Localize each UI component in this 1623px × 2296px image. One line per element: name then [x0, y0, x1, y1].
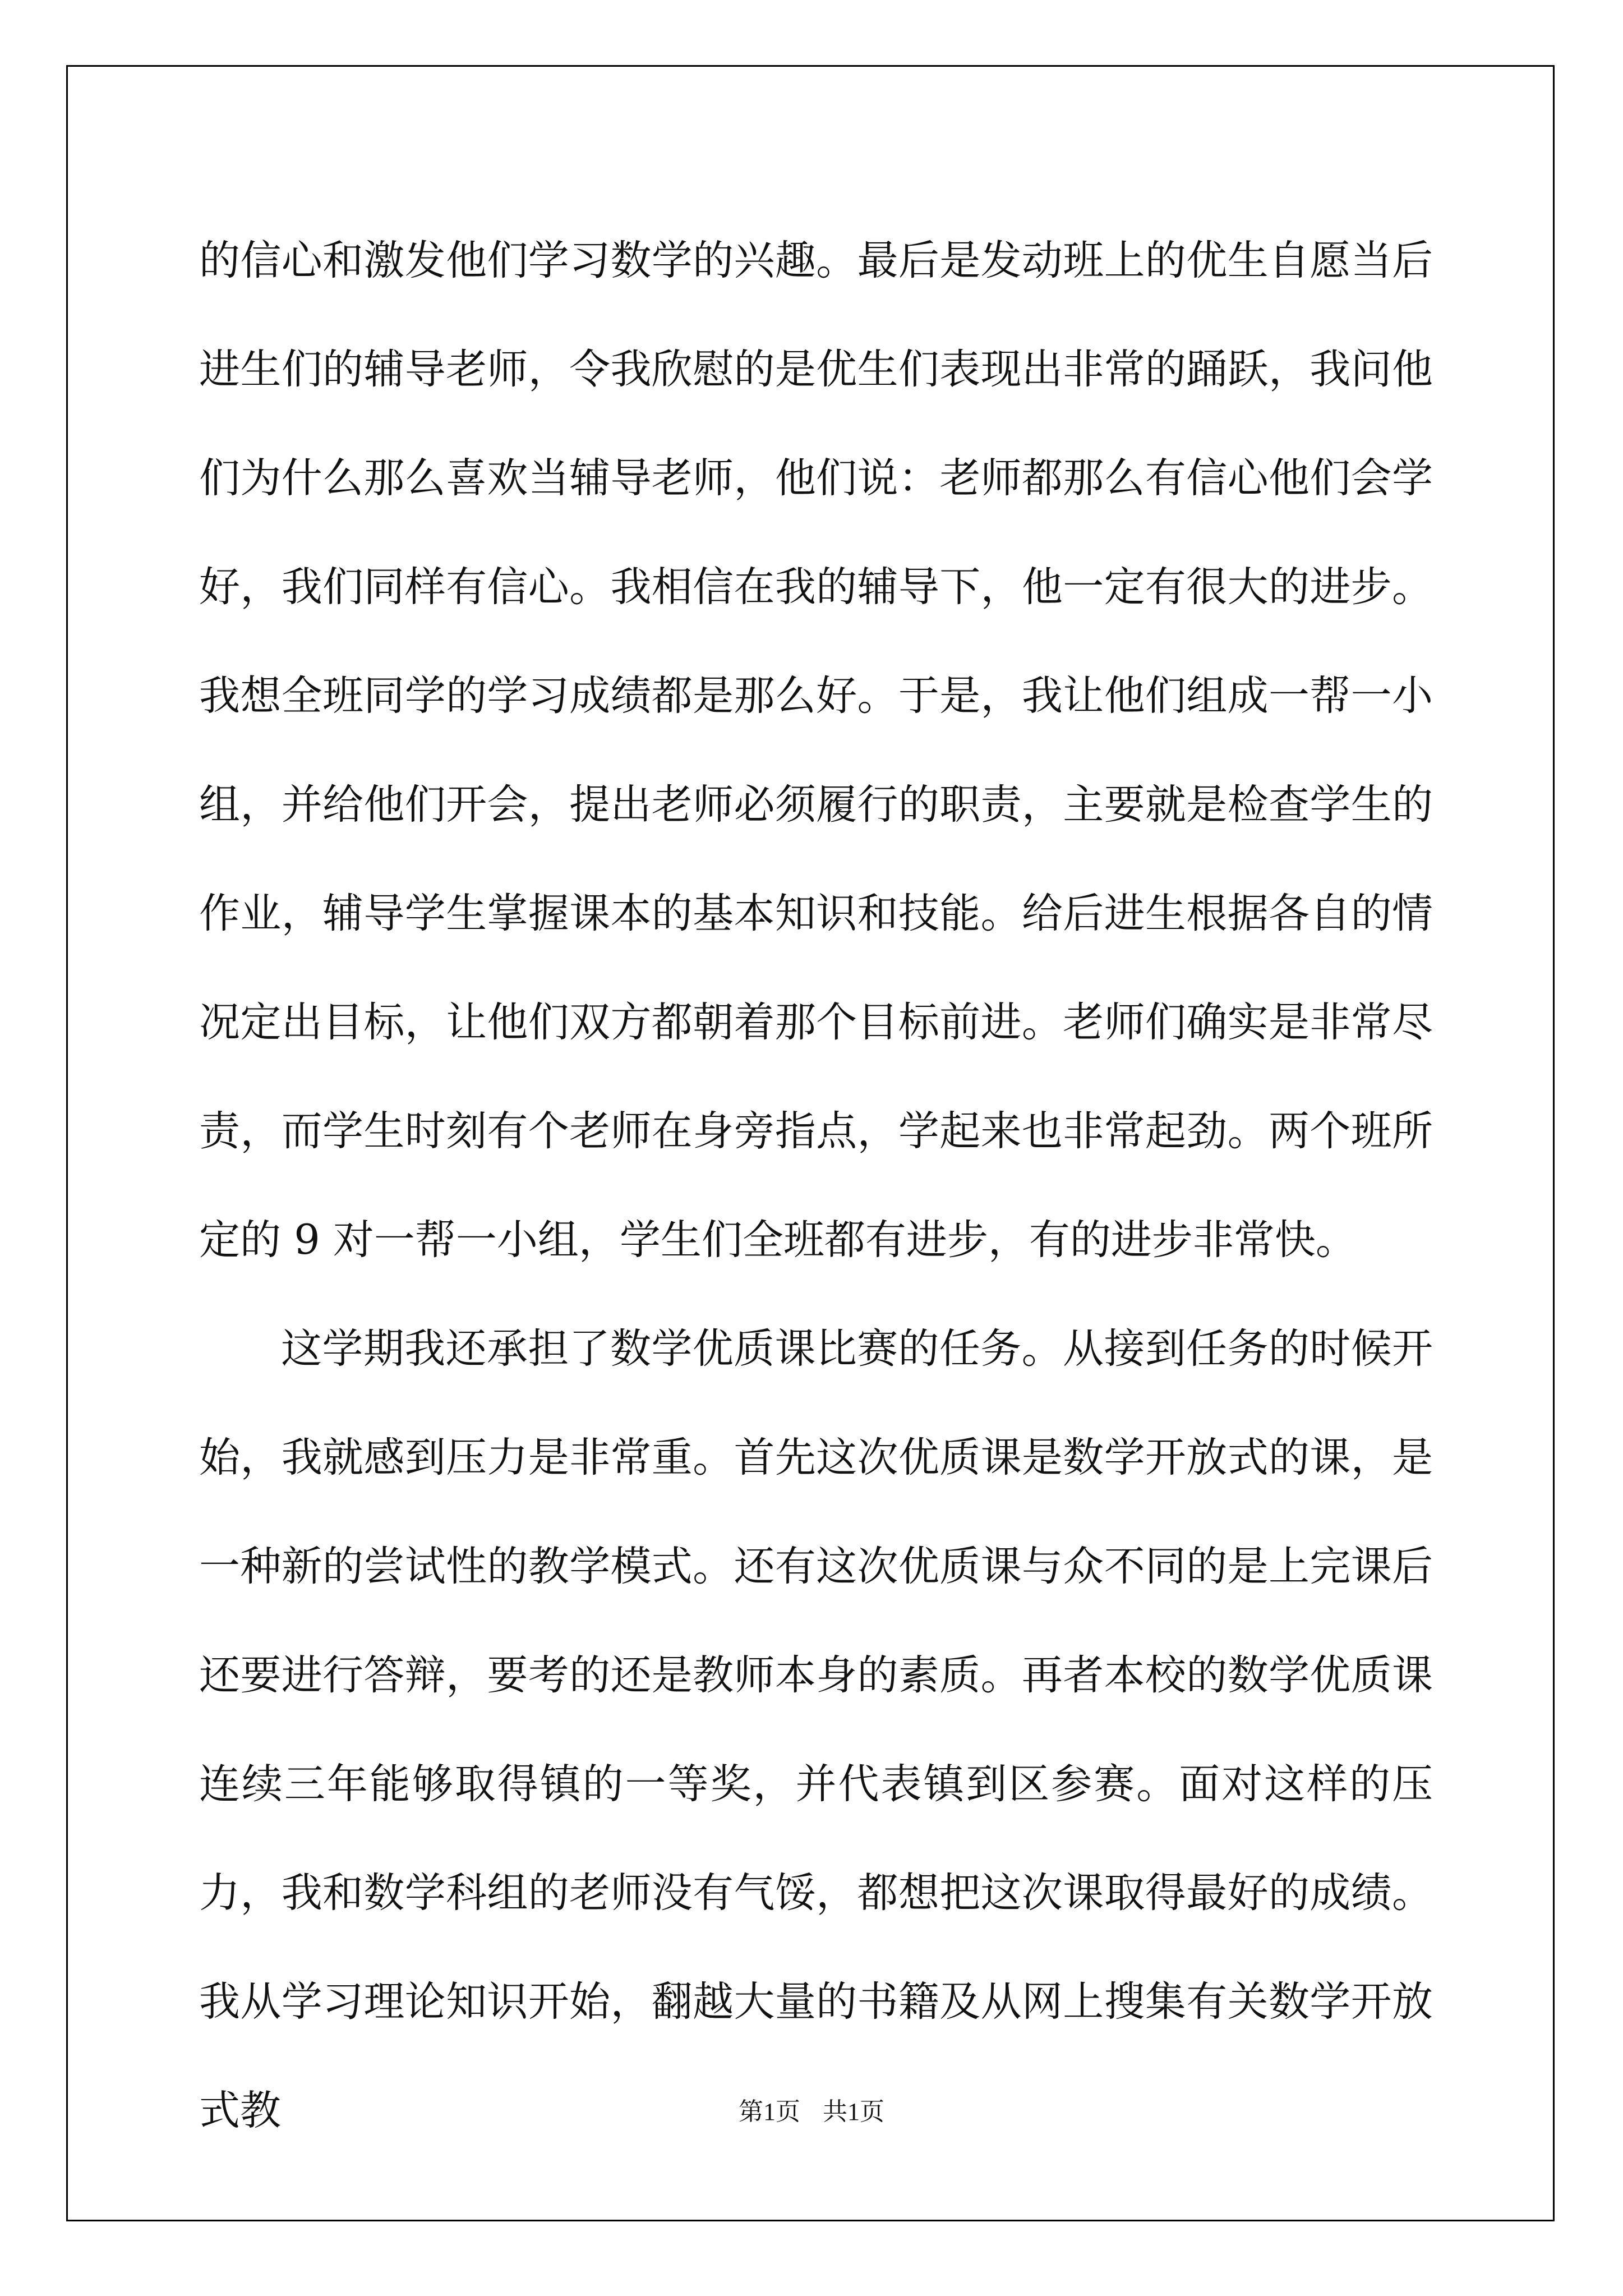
document-body — [199, 206, 1433, 2165]
page-number: 第1页 — [739, 2098, 800, 2125]
page-footer — [0, 2091, 1623, 2127]
page-total: 共1页 — [823, 2098, 884, 2125]
paragraph-1: 的信心和激发他们学习数学的兴趣。最后是发动班上的优生自愿当后进生们的辅导老师，令我欣慰的是优生们表现出非常的踊跃，我问他们为什么那么喜欢当辅导老师，他们说：老师都那么有信心他们会学好，我们同样有信心。我相信在我的辅导下，他一定有很大的进步。我想全班同学的学习成绩都是那么好。于是，我让他们组成一帮一小组，并给他们开会，提出老师必须履行的职责，主要就是检查学生的作业，辅导学生掌握课本的基本知识和技能。给后进生根据各自的情况定出目标，让他们双方都朝着那个目标前进。老师们确实是非常尽责，而学生时刻有个老师在身旁指点，学起来也非常起劲。两个班所定的 9 对一帮一小组，学生们全班都有进步，有的进步非常快。 — [199, 237, 1433, 1264]
paragraph-2: 这学期我还承担了数学优质课比赛的任务。从接到任务的时候开始，我就感到压力是非常重。首先这次优质课是数学开放式的课，是一种新的尝试性的教学模式。还有这次优质课与众不同的是上完课后还要进行答辩，要考的还是教师本身的素质。再者本校的数学优质课连续三年能够取得镇的一等奖，并代表镇到区参赛。面对这样的压力，我和数学科组的老师没有气馁，都想把这次课取得最好的成绩。我从学习理论知识开始，翻越大量的书籍及从网上搜集有关数学开放式教 — [199, 1325, 1433, 2134]
